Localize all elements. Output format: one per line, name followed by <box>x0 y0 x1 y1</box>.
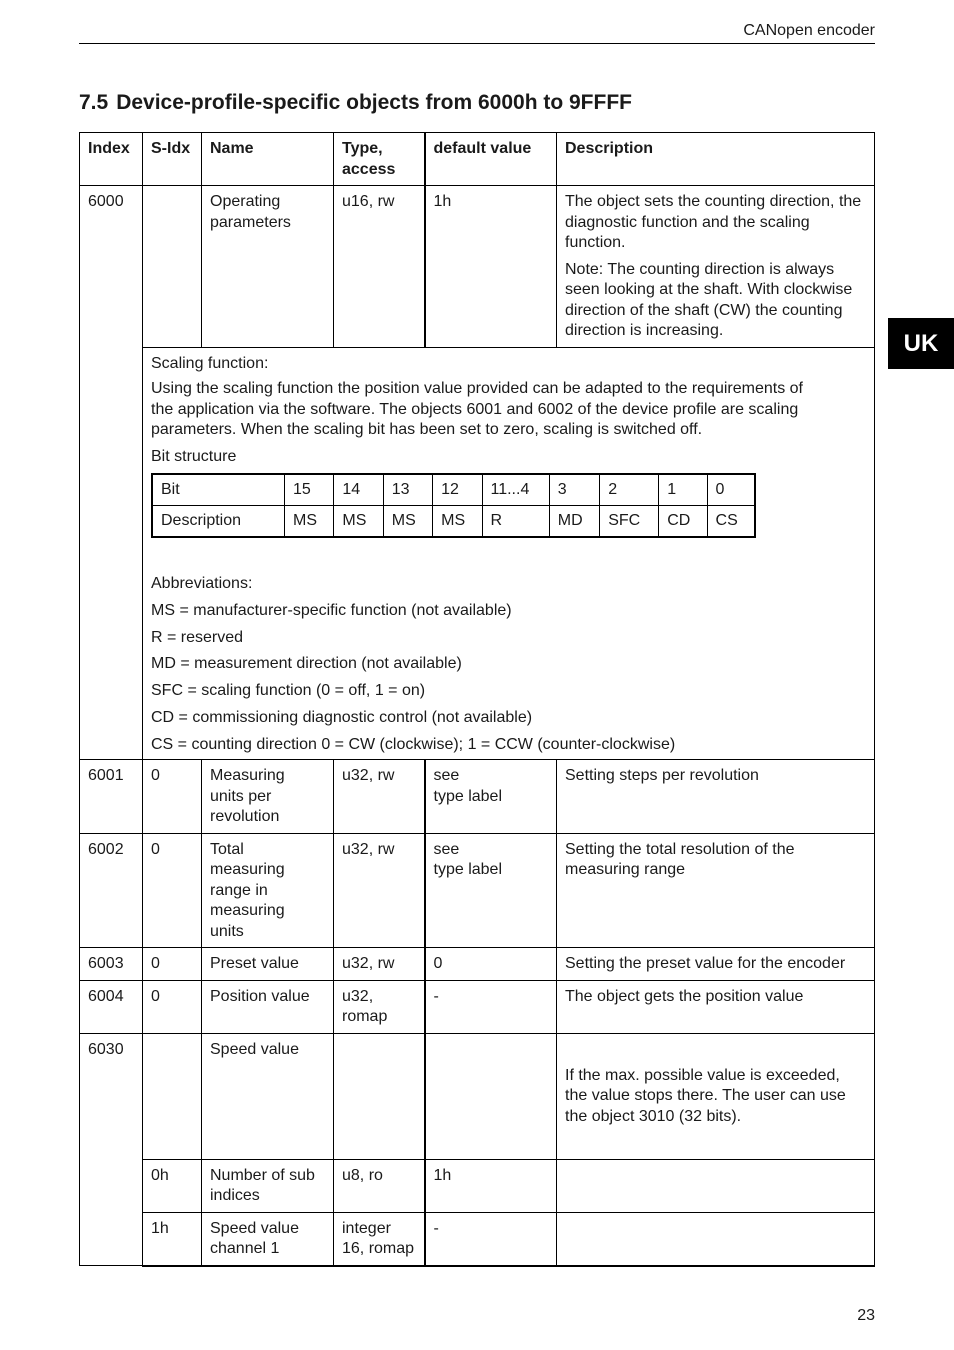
section-title <box>79 91 632 115</box>
language-tab-uk: UK <box>888 318 954 369</box>
table-row-6003 <box>80 948 875 981</box>
scaling-heading: Scaling function: <box>151 354 269 372</box>
bit-structure-table <box>151 473 756 538</box>
cell-name: Measuring units per revolution <box>202 760 334 834</box>
cell-default: - <box>425 1212 557 1266</box>
cell-sidx: 0h <box>143 1159 202 1212</box>
bit-description-row <box>152 506 755 538</box>
object-table <box>79 132 875 1267</box>
bit-desc-cell: MS <box>433 506 482 538</box>
section-title-text: Device-profile-specific objects from 6000h to 9FFFF <box>116 91 632 114</box>
header-default: default value <box>425 133 557 186</box>
cell-name: Total measuring range in measuring units <box>202 833 334 948</box>
cell-sidx: 0 <box>143 980 202 1033</box>
cell-description: If the max. possible value is exceeded, the value stops there. The user can use the object 3010 (32 bits). <box>557 1033 875 1159</box>
cell-default <box>425 1033 557 1159</box>
abbreviation-item: CD = commissioning diagnostic control (not available) <box>151 708 533 726</box>
cell-type <box>334 1033 425 1159</box>
bit-desc-cell: MS <box>383 506 432 538</box>
table-row-6030 <box>80 1033 875 1159</box>
bit-desc-cell: MD <box>549 506 599 538</box>
abbreviation-item: SFC = scaling function (0 = off, 1 = on) <box>151 682 426 700</box>
abbreviations-list <box>151 574 866 755</box>
table-row-6004 <box>80 980 875 1033</box>
cell-type: u8, ro <box>334 1159 425 1212</box>
cell-type: integer 16, romap <box>334 1212 425 1266</box>
abbreviations-heading: Abbreviations: <box>151 575 253 592</box>
cell-default: see type label <box>425 833 557 948</box>
cell-name: Speed value channel 1 <box>202 1212 334 1266</box>
bit-cell: Bit <box>152 474 285 506</box>
cell-index: 6001 <box>80 760 143 834</box>
cell-default: 0 <box>425 948 557 981</box>
bit-cell: 15 <box>285 474 334 506</box>
cell-name: Number of sub indices <box>202 1159 334 1212</box>
bit-cell: 1 <box>659 474 707 506</box>
cell-index: 6000 <box>80 186 143 760</box>
abbreviation-item: CS = counting direction 0 = CW (clockwise); 1 = CCW (counter-clockwise) <box>151 735 676 753</box>
header-rule <box>79 43 875 44</box>
bit-cell: 3 <box>549 474 599 506</box>
cell-type: u32, rw <box>334 760 425 834</box>
cell-name: Operating parameters <box>202 186 334 348</box>
cell-sidx <box>143 1033 202 1159</box>
table-row-scaling <box>80 347 875 760</box>
description-note: Note: The counting direction is always seen looking at the shaft. With clockwise direction of the shaft (CW) the counting direction is increasing. <box>565 260 853 339</box>
table-row-6030-0h <box>80 1159 875 1212</box>
header-description: Description <box>557 133 875 186</box>
cell-index: 6002 <box>80 833 143 948</box>
bit-desc-cell: CS <box>707 506 755 538</box>
page-number: 23 <box>857 1307 875 1324</box>
scaling-text: Using the scaling function the position value provided can be adapted to the requirements of the application via the software. The objects 6001 and 6002 of the device profile are scaling parameters. When the scaling bit has been set to zero, scaling is switched off. <box>151 380 803 438</box>
bit-desc-cell: SFC <box>600 506 659 538</box>
cell-default: see type label <box>425 760 557 834</box>
description-paragraph: The object sets the counting direction, the diagnostic function and the scaling function. <box>565 193 862 251</box>
table-row-6030-1h <box>80 1212 875 1266</box>
cell-sidx: 0 <box>143 760 202 834</box>
bit-desc-cell: CD <box>659 506 707 538</box>
bit-desc-cell: MS <box>334 506 383 538</box>
cell-name: Speed value <box>202 1033 334 1159</box>
cell-default: - <box>425 980 557 1033</box>
cell-description <box>557 1159 875 1212</box>
cell-sidx <box>143 186 202 348</box>
cell-sidx: 1h <box>143 1212 202 1266</box>
header-type: Type, access <box>334 133 425 186</box>
cell-type: u32, rw <box>334 948 425 981</box>
abbreviation-item: MS = manufacturer-specific function (not available) <box>151 601 512 619</box>
bit-cell: 2 <box>600 474 659 506</box>
bit-cell: 11...4 <box>482 474 549 506</box>
header-index: Index <box>80 133 143 186</box>
cell-sidx: 0 <box>143 833 202 948</box>
abbreviation-item: R = reserved <box>151 628 244 646</box>
bit-row <box>152 474 755 506</box>
bit-cell: 12 <box>433 474 482 506</box>
cell-description: The object gets the position value <box>557 980 875 1033</box>
cell-type: u16, rw <box>334 186 425 348</box>
table-header-row <box>80 133 875 186</box>
bit-desc-cell: MS <box>285 506 334 538</box>
header-name: Name <box>202 133 334 186</box>
bit-desc-cell: Description <box>152 506 285 538</box>
bit-cell: 0 <box>707 474 755 506</box>
cell-default: 1h <box>425 1159 557 1212</box>
cell-type: u32, rw <box>334 833 425 948</box>
cell-index: 6004 <box>80 980 143 1033</box>
abbreviation-item: MD = measurement direction (not available) <box>151 655 462 673</box>
cell-description: Setting the preset value for the encoder <box>557 948 875 981</box>
bit-cell: 13 <box>383 474 432 506</box>
section-number: 7.5 <box>79 91 109 114</box>
cell-type: u32, romap <box>334 980 425 1033</box>
cell-sidx: 0 <box>143 948 202 981</box>
cell-index: 6030 <box>80 1033 143 1266</box>
running-header: CANopen encoder <box>743 22 875 39</box>
cell-description: Setting the total resolution of the measuring range <box>557 833 875 948</box>
bit-desc-cell: R <box>482 506 549 538</box>
bit-structure-label: Bit structure <box>151 447 237 465</box>
bit-cell: 14 <box>334 474 383 506</box>
cell-description <box>557 186 875 348</box>
cell-description: Setting steps per revolution <box>557 760 875 834</box>
table-row-6000 <box>80 186 875 348</box>
cell-description <box>557 1212 875 1266</box>
cell-name: Preset value <box>202 948 334 981</box>
cell-index: 6003 <box>80 948 143 981</box>
cell-default: 1h <box>425 186 557 348</box>
table-row-6002 <box>80 833 875 948</box>
table-row-6001 <box>80 760 875 834</box>
scaling-function-cell <box>143 347 875 760</box>
cell-name: Position value <box>202 980 334 1033</box>
header-sidx: S-Idx <box>143 133 202 186</box>
